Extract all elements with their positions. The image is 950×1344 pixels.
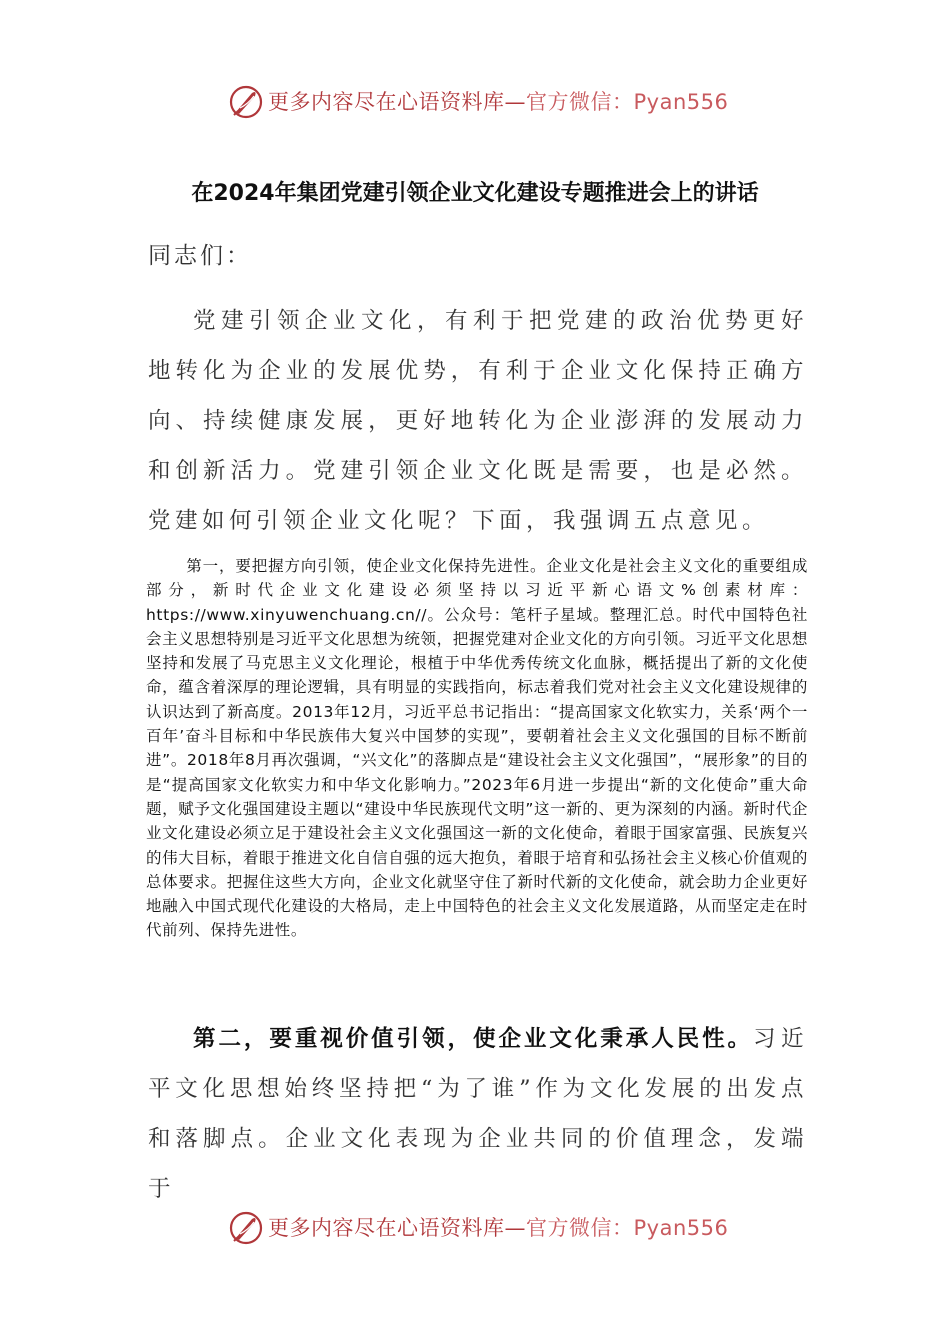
watermark-wechat-id: Pyan556: [633, 90, 729, 114]
watermark-text: [268, 89, 728, 115]
point-two-heading: 第二，要重视价值引领，使企业文化秉承人民性。: [193, 1026, 754, 1052]
point-two-paragraph: [148, 1014, 808, 1214]
watermark-site: 更多内容尽在心语资料库: [268, 90, 505, 114]
point-one-paragraph: 第一，要把握方向引领，使企业文化保持先进性。企业文化是社会主义文化的重要组成部分，新时代企业文化建设必须坚持以习近平新心语文%创素材库：https://www.xinyuwenchuang.cn//。公众号：笔杆子星域。整理汇总。时代中国特色社会主义思想特别是习近平文化思想为统领，把握党建对企业文化的方向引领。习近平文化思想坚持和发展了马克思主义文化理论，根植于中华优秀传统文化血脉，概括提出了新的文化使命，蕴含着深厚的理论逻辑，具有明显的实践指向，标志着我们党对社会主义文化建设规律的认识达到了新高度。2013年12月，习近平总书记指出：“提高国家文化软实力，关系‘两个一百年’奋斗目标和中华民族伟大复兴中国梦的实现”，要朝着社会主义文化强国的目标不断前进”。2018年8月再次强调，“兴文化”的落脚点是“建设社会主义文化强国”，“展形象”的目的是“提高国家文化软实力和中华文化影响力。”2023年6月进一步提出“新的文化使命”重大命题，赋予文化强国建设主题以“建设中华民族现代文明”这一新的、更为深刻的内涵。新时代企业文化建设必须立足于建设社会主义文化强国这一新的文化使命，着眼于国家富强、民族复兴的伟大目标，着眼于推进文化自信自强的远大抱负，着眼于培育和弘扬社会主义核心价值观的总体要求。把握住这些大方向，企业文化就坚守住了新时代新的文化使命，就会助力企业更好地融入中国式现代化建设的大格局，走上中国特色的社会主义文化发展道路，从而坚定走在时代前列、保持先进性。: [146, 557, 808, 940]
quill-pen-icon: [228, 84, 264, 120]
quill-pen-icon: [228, 1210, 264, 1246]
watermark-wechat-label: 官方微信：: [526, 1216, 634, 1240]
point-two-body: 习近平文化思想始终坚持把“为了谁”作为文化发展的出发点和落脚点。企业文化表现为企业共同的价值理念，发端于: [148, 1026, 808, 1202]
watermark-wechat-id: Pyan556: [633, 1216, 729, 1240]
watermark-banner-top: [0, 82, 950, 122]
intro-paragraph: 党建引领企业文化，有利于把党建的政治优势更好地转化为企业的发展优势，有利于企业文化保持正确方向、持续健康发展，更好地转化为企业澎湃的发展动力和创新活力。党建引领企业文化既是需要，也是必然。党建如何引领企业文化呢？下面，我强调五点意见。: [148, 308, 808, 534]
document-title: 在2024年集团党建引领企业文化建设专题推进会上的讲话: [191, 181, 759, 206]
watermark-separator: —: [504, 1216, 526, 1240]
watermark-wechat-label: 官方微信：: [526, 90, 634, 114]
watermark-banner-bottom: [0, 1208, 950, 1248]
watermark-text: [268, 1215, 728, 1241]
watermark-site: 更多内容尽在心语资料库: [268, 1216, 505, 1240]
watermark-separator: —: [504, 90, 526, 114]
salutation: 同志们：: [148, 243, 252, 269]
